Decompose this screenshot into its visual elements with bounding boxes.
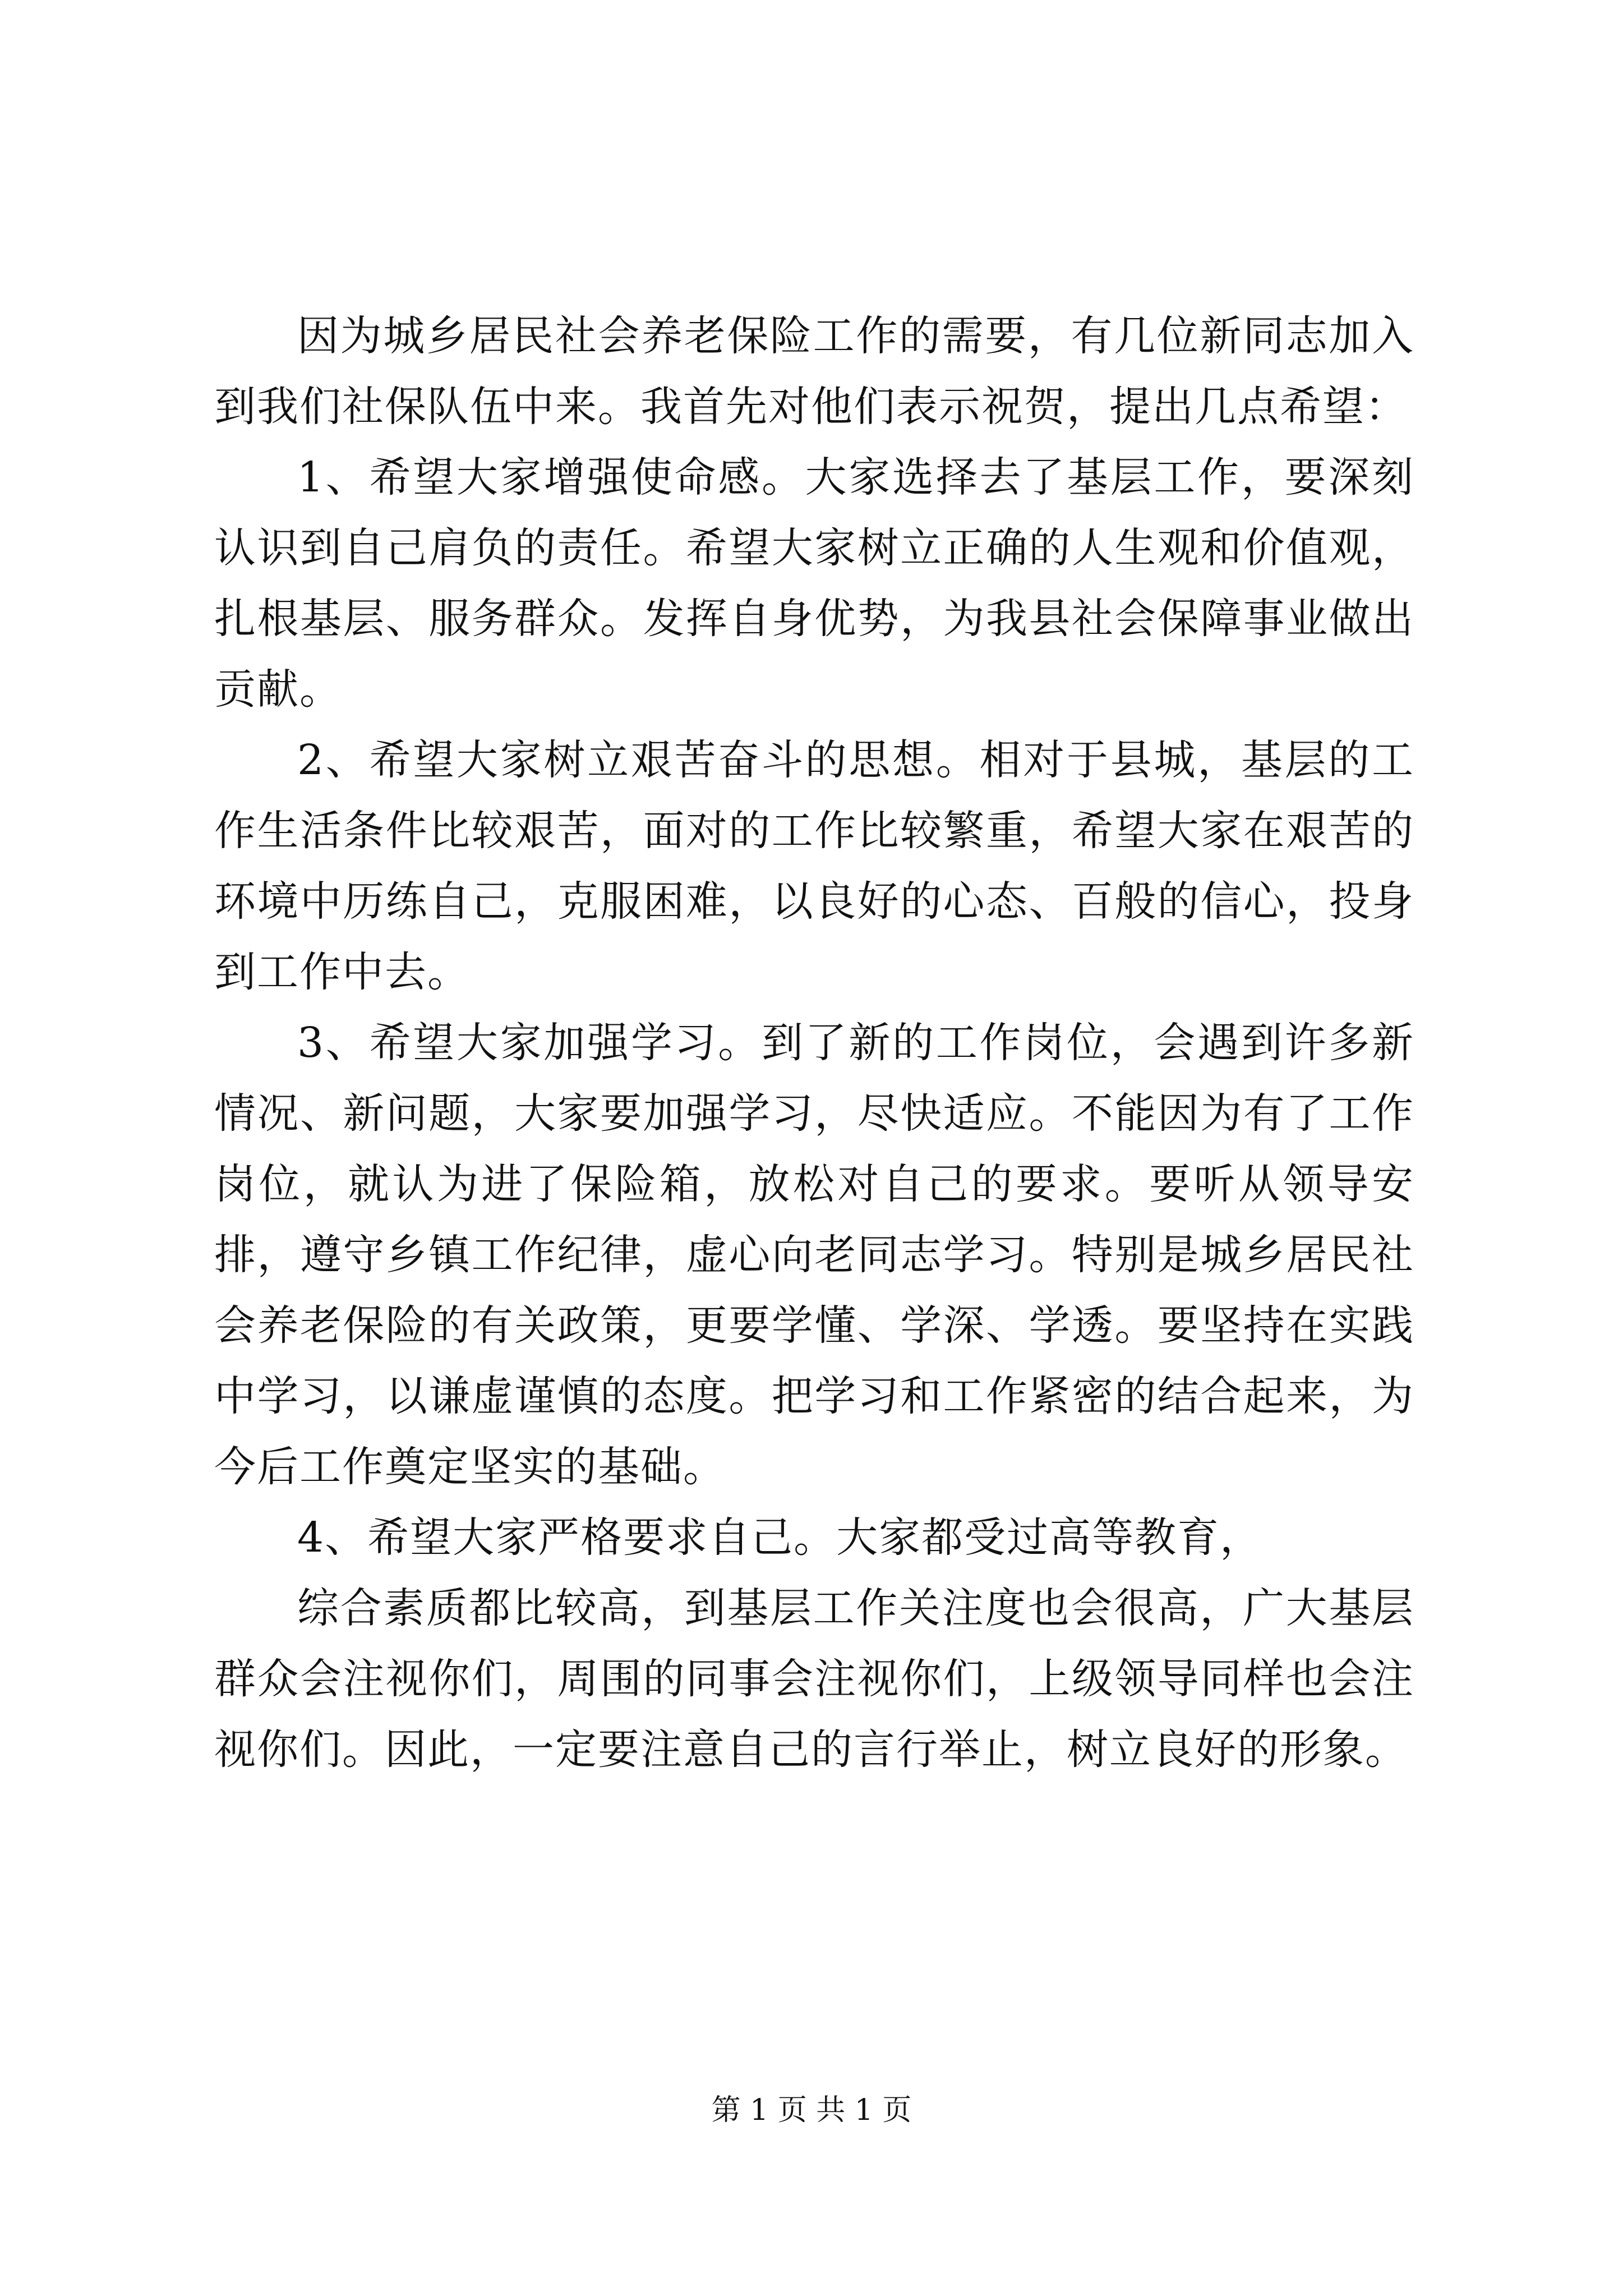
- page-footer: 第 1 页 共 1 页: [711, 2093, 912, 2127]
- paragraph-4: 4、希望大家严格要求自己。大家都受过高等教育，: [297, 1513, 1263, 1562]
- paragraph-1: 1、希望大家增强使命感。大家选择去了基层工作，要深刻认识到自己肩负的责任。希望大家树立正确的人生观和价值观，扎根基层、服务群众。发挥自身优势，为我县社会保障事业做出贡献。: [214, 453, 1414, 714]
- document-body: [214, 301, 1414, 1785]
- paragraph-3: 3、希望大家加强学习。到了新的工作岗位，会遇到许多新情况、新问题，大家要加强学习，尽快适应。不能因为有了工作岗位，就认为进了保险箱，放松对自己的要求。要听从领导安排，遵守乡镇工作纪律，虚心向老同志学习。特别是城乡居民社会养老保险的有关政策，更要学懂、学深、学透。要坚持在实践中学习，以谦虚谨慎的态度。把学习和工作紧密的结合起来，为今后工作奠定坚实的基础。: [214, 1019, 1414, 1491]
- paragraph-intro: 因为城乡居民社会养老保险工作的需要，有几位新同志加入到我们社保队伍中来。我首先对他们表示祝贺，提出几点希望：: [214, 312, 1414, 431]
- paragraph-5: 综合素质都比较高，到基层工作关注度也会很高，广大基层群众会注视你们，周围的同事会注视你们，上级领导同样也会注视你们。因此，一定要注意自己的言行举止，树立良好的形象。: [214, 1584, 1414, 1774]
- paragraph-2: 2、希望大家树立艰苦奋斗的思想。相对于县城，基层的工作生活条件比较艰苦，面对的工作比较繁重，希望大家在艰苦的环境中历练自己，克服困难，以良好的心态、百般的信心，投身到工作中去。: [214, 736, 1414, 996]
